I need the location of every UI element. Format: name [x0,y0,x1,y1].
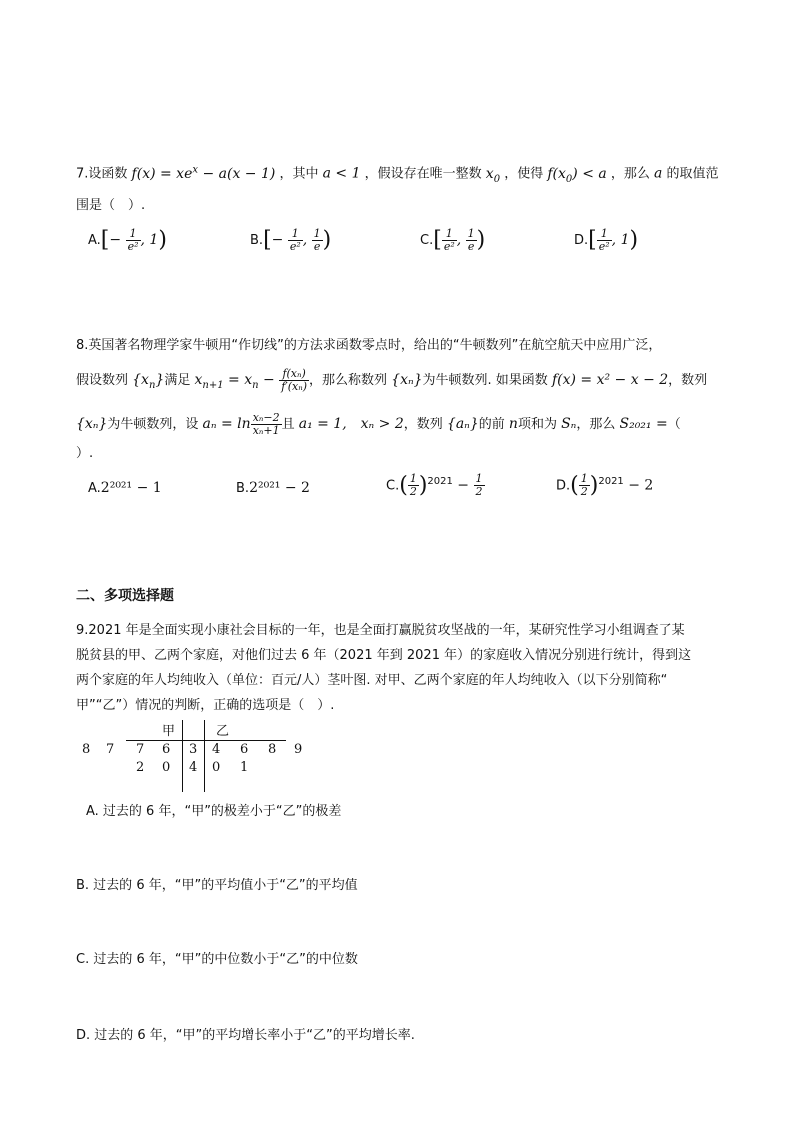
q9-option-b[interactable]: B. 过去的 6 年，“甲”的平均值小于“乙”的平均值 [76,878,358,893]
section-title: 二、多项选择题 [76,588,174,604]
q9-option-a[interactable]: A. 过去的 6 年，“甲”的极差小于“乙”的极差 [86,804,342,819]
stem-leaf-plot [80,718,310,798]
q9-line-3: 两个家庭的年人均纯收入（单位：百元/人）茎叶图. 对甲、乙两个家庭的年人均纯收入（以下分别简称“ [76,673,668,688]
stem-header-line [126,740,286,741]
leaf-left: 0 [162,760,171,775]
stem-left-divider [182,720,183,792]
q8-option-d[interactable]: D.( $\frac{1}{2}$ )$^{2021}$ − 2 [556,472,654,499]
leaf-left: 7 [136,742,145,757]
stem-right-divider [204,720,205,792]
stem-header-left: 甲 [162,724,176,739]
q9-line-1: 9.2021 年是全面实现小康社会目标的一年，也是全面打赢脱贫攻坚战的一年，某研究性学习小组调查了某 [76,623,685,638]
q7-line-2: 围是（ ）. [76,198,146,213]
q8-option-b[interactable]: B.2²⁰²¹ − 2 [236,480,310,496]
q8-line-1: 8.英国著名物理学家牛顿用“作切线”的方法求函数零点时，给出的“牛顿数列”在航空航天中应用广泛， [76,338,662,353]
q7-function: $f(x) = xe^x - a(x - 1)$ [131,164,276,182]
leaf-right: 8 [268,742,277,757]
q9-line-4: 甲”“乙”）情况的判断，正确的选项是（ ）. [76,698,335,713]
leaf-right: 4 [212,742,221,757]
q7-option-b[interactable]: B.[− $\frac{1}{\text{e²}}$ , $\frac{1}{e}$ ) [250,227,332,253]
leaf-right: 1 [240,760,249,775]
q9-line-2: 脱贫县的甲、乙两个家庭，对他们过去 6 年（2021 年到 2021 年）的家庭收入情况分别进行统计，得到这 [76,648,692,663]
q7-option-c[interactable]: C.[ $\frac{1}{\text{e²}}$ , $\frac{1}{e}$ ) [420,227,486,253]
leaf-right: 9 [294,742,303,757]
q8-option-c[interactable]: C.( $\frac{1}{2}$ )$^{2021}$ − $\frac{1}{2}$ [386,472,483,499]
q8-line-3: {xₙ}为牛顿数列，设 aₙ = ln $\frac{\text{xₙ−2}}{\text{xₙ+1}}$ 且 a₁ = 1, xₙ > 2，数列 {aₙ}的前 n项和为 Sₙ，那么 S₂₀₂₁ =（ [76,411,681,437]
q7-line-1: 7.设函数 $f(x) = xe^x - a(x - 1)$ ，其中 a < 1 ，假设存在唯一整数 $x_0$ ，使得 $f(x_0) < a$ ，那么 a 的取值范 [76,164,719,185]
stem-header-right: 乙 [216,724,230,739]
stem-value: 3 [189,742,198,757]
q8-line-2: 假设数列 $\{x_n\}$满足 $x_{n+1} = x_n$ − $\frac{\text{f(xₙ)}}{\text{f′(xₙ)}}$ ，那么称数列 {xₙ}为牛顿数列. 如果函数 f(x) = x² − x − 2，数列 [76,367,708,393]
q8-option-a[interactable]: A.2²⁰²¹ − 1 [88,480,162,496]
leaf-right: 0 [212,760,221,775]
q9-option-d[interactable]: D. 过去的 6 年，“甲”的平均增长率小于“乙”的平均增长率. [76,1028,415,1043]
q7-option-d[interactable]: D.[ $\frac{1}{\text{e²}}$ , 1) [574,227,639,253]
leaf-left: 7 [106,742,115,757]
leaf-left: 6 [162,742,171,757]
q7-option-a[interactable]: A.[− $\frac{1}{\text{e²}}$ , 1) [88,227,167,253]
stem-value: 4 [189,760,198,775]
leaf-left: 2 [136,760,145,775]
q9-option-c[interactable]: C. 过去的 6 年，“甲”的中位数小于“乙”的中位数 [76,952,358,967]
leaf-left: 8 [82,742,91,757]
leaf-right: 6 [240,742,249,757]
q8-line-4: ）. [76,446,94,461]
